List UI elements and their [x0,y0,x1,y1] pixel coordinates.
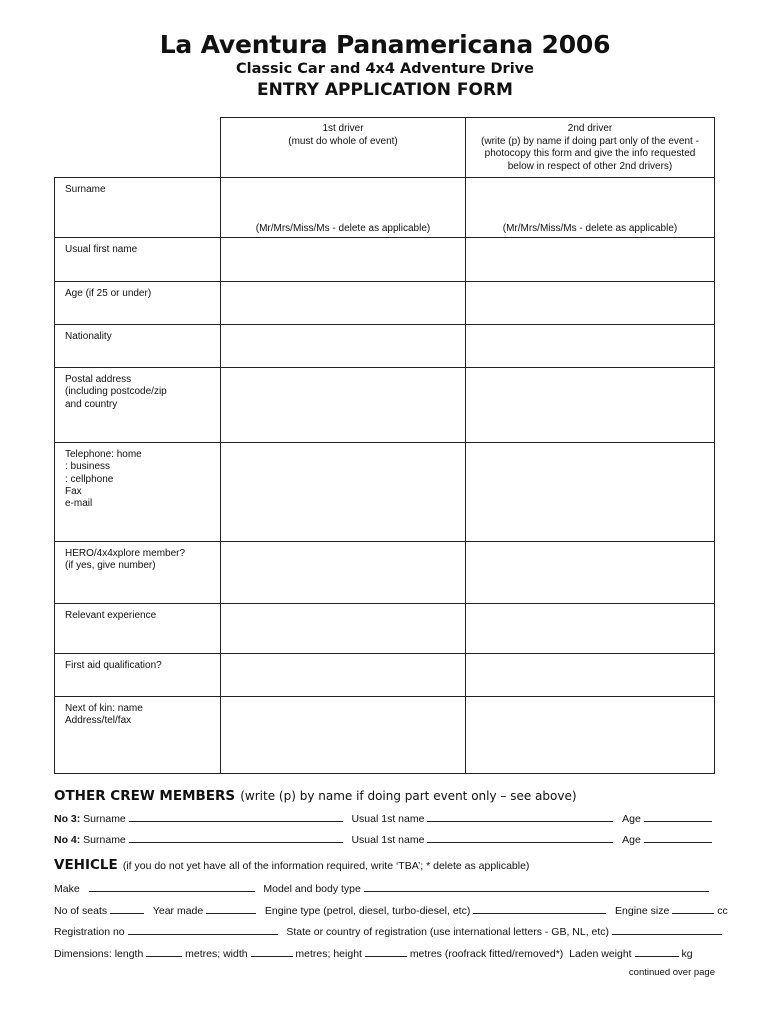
crew-no3-first-name-label: Usual 1st name [351,813,425,825]
model-field[interactable] [364,881,709,892]
experience-1st-driver-field[interactable] [221,604,466,654]
crew-no4-age-field[interactable] [644,832,712,843]
reg-no-label: Registration no [54,926,125,938]
row-label-member: HERO/4x4xplore member? (if yes, give number) [55,542,221,604]
vehicle-seats-row [54,903,728,917]
page-subtitle: Classic Car and 4x4 Adventure Drive [236,61,534,77]
title-note: (Mr/Mrs/Miss/Ms - delete as applicable) [502,223,678,234]
postal-address-2nd-driver-field[interactable] [466,368,715,443]
first-aid-2nd-driver-field[interactable] [466,654,715,697]
crew-no3-surname-label: Surname [83,813,126,825]
engine-size-field[interactable] [672,903,714,914]
member-2nd-driver-field[interactable] [466,542,715,604]
crew-note: (write (p) by name if doing part event only – see above) [240,789,577,803]
surname-1st-driver-field[interactable] [221,178,466,238]
crew-no3-surname-field[interactable] [129,811,343,822]
crew-no4-first-name-field[interactable] [427,832,613,843]
cc-label: cc [717,905,728,917]
laden-weight-label: Laden weight [569,948,632,960]
col-header-2nd-driver: 2nd driver (write (p) by name if doing part only of the event - photocopy this form and give the info requested below in respect of other 2nd drivers) [466,118,715,178]
nationality-1st-driver-field[interactable] [221,325,466,368]
crew-no4-age-label: Age [622,834,641,846]
first-name-2nd-driver-field[interactable] [466,238,715,282]
reg-state-label: State or country of registration (use international letters - GB, NL, etc) [286,926,610,938]
reg-no-field[interactable] [128,924,278,935]
crew-heading: OTHER CREW MEMBERS [54,788,236,804]
vehicle-note: (if you do not yet have all of the information required, write ‘TBA’; * delete as applicable) [122,860,530,872]
height-label: metres; height [295,948,362,960]
crew-no3-label: No 3: [54,813,81,825]
age-1st-driver-field[interactable] [221,282,466,325]
width-label: metres; width [185,948,248,960]
vehicle-heading: VEHICLE [54,857,118,873]
row-label-surname: Surname [55,178,221,238]
seats-label: No of seats [54,905,108,917]
row-label-postal-address: Postal address (including postcode/zip and country [55,368,221,443]
make-field[interactable] [89,881,255,892]
row-label-first-aid: First aid qualification? [55,654,221,697]
length-field[interactable] [146,946,182,957]
telephone-1st-driver-field[interactable] [221,443,466,542]
seats-field[interactable] [110,903,144,914]
age-2nd-driver-field[interactable] [466,282,715,325]
crew-no3-row [54,811,712,825]
vehicle-dimensions-row [54,946,693,960]
first-name-1st-driver-field[interactable] [221,238,466,282]
surname-2nd-driver-field[interactable] [466,178,715,238]
kg-label: kg [681,948,693,960]
crew-no4-row [54,832,712,846]
height-field[interactable] [365,946,407,957]
form-title: ENTRY APPLICATION FORM [257,80,513,100]
first-aid-1st-driver-field[interactable] [221,654,466,697]
crew-no4-surname-field[interactable] [129,832,343,843]
make-label: Make [54,883,80,895]
page-title: La Aventura Panamericana 2006 [159,30,611,59]
model-label: Model and body type [263,883,361,895]
row-label-first-name: Usual first name [55,238,221,282]
year-label: Year made [152,905,204,917]
year-field[interactable] [206,903,256,914]
crew-section-heading [54,785,577,804]
engine-type-label: Engine type (petrol, diesel, turbo-diesel, etc) [264,905,471,917]
row-label-next-of-kin: Next of kin: name Address/tel/fax [55,697,221,774]
row-label-age: Age (if 25 or under) [55,282,221,325]
length-label: Dimensions: length [54,948,144,960]
crew-no3-first-name-field[interactable] [427,811,613,822]
laden-weight-field[interactable] [635,946,679,957]
row-label-telephone: Telephone: home : business : cellphone Fax e-mail [55,443,221,542]
vehicle-section-heading [54,854,529,873]
width-field[interactable] [251,946,293,957]
crew-no4-first-name-label: Usual 1st name [351,834,425,846]
postal-address-1st-driver-field[interactable] [221,368,466,443]
col-header-1st-driver: 1st driver (must do whole of event) [221,118,466,178]
next-of-kin-2nd-driver-field[interactable] [466,697,715,774]
row-label-nationality: Nationality [55,325,221,368]
telephone-2nd-driver-field[interactable] [466,443,715,542]
crew-no3-age-field[interactable] [644,811,712,822]
drivers-table [54,117,715,774]
continued-note: continued over page [628,967,715,978]
reg-state-field[interactable] [612,924,722,935]
roofrack-label: metres (roofrack fitted/removed*) [409,948,564,960]
row-label-experience: Relevant experience [55,604,221,654]
engine-size-label: Engine size [615,905,670,917]
vehicle-make-row [54,881,709,895]
vehicle-registration-row [54,924,722,938]
crew-no4-surname-label: Surname [83,834,126,846]
crew-no4-label: No 4: [54,834,81,846]
blank-corner [55,118,221,178]
crew-no3-age-label: Age [622,813,641,825]
member-1st-driver-field[interactable] [221,542,466,604]
experience-2nd-driver-field[interactable] [466,604,715,654]
next-of-kin-1st-driver-field[interactable] [221,697,466,774]
nationality-2nd-driver-field[interactable] [466,325,715,368]
title-note: (Mr/Mrs/Miss/Ms - delete as applicable) [255,223,431,234]
engine-type-field[interactable] [473,903,606,914]
